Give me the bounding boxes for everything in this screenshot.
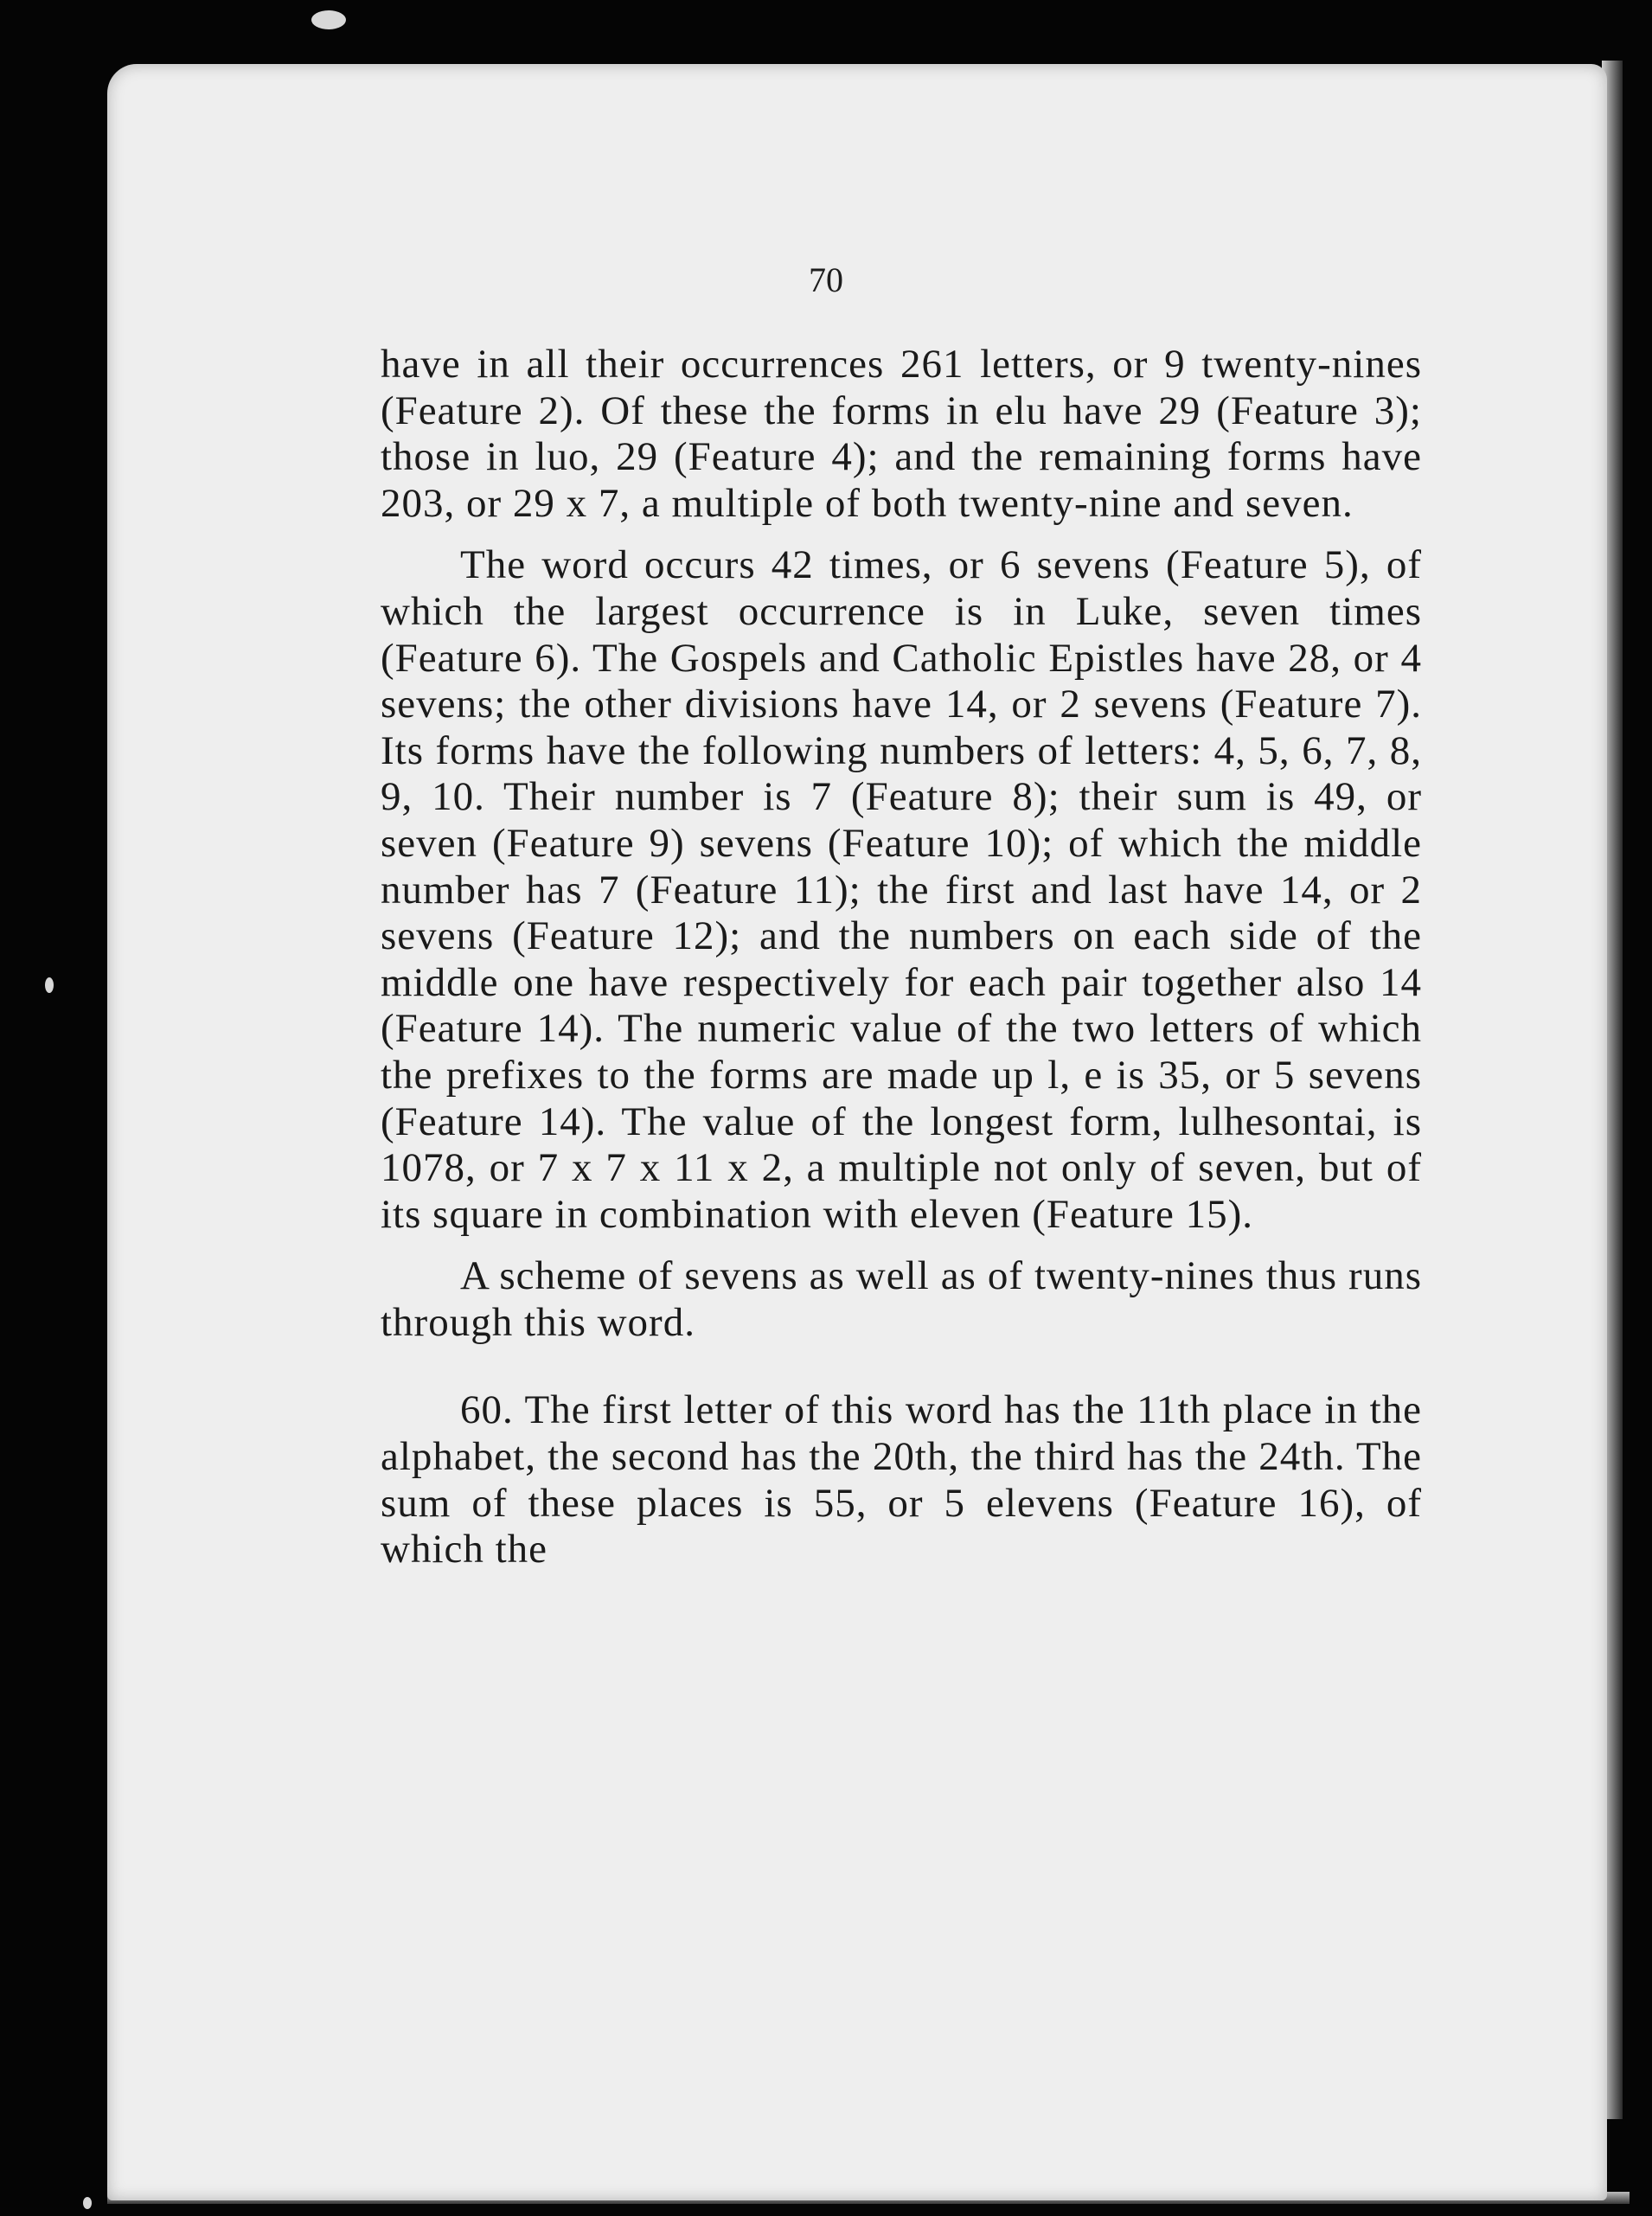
page-number: 70 [809, 260, 843, 299]
scan-speck [311, 10, 346, 29]
section-gap [381, 1346, 1422, 1387]
page-text [381, 342, 1422, 1573]
scan-speck [45, 977, 54, 993]
paragraph-gap [381, 1238, 1422, 1253]
paragraph-section-60: 60. The first letter of this word has the 11th place in the alphabet, the second has the 20th, the third has the 24th. The sum of these places is 55, or 5 elevens (Feature 16), of which the [381, 1387, 1422, 1572]
scan-speck [83, 2197, 92, 2209]
paragraph-gap [381, 527, 1422, 542]
paragraph-word-occurrences: The word occurs 42 times, or 6 sevens (Feature 5), of which the largest occurrence is in Luke, seven times (Feature 6). The Gospels and Catholic Epistles have 28, or 4 sevens; the other divisions have 14, or 2 sevens (Feature 7). Its forms have the following numbers of letters: 4, 5, 6, 7, 8, 9, 10. Their number is 7 (Feature 8); their sum is 49, or seven (Feature 9) sevens (Feature 10); of which the middle number has 7 (Feature 11); the first and last have 14, or 2 sevens (Feature 12); and the numbers on each side of the middle one have respectively for each pair together also 14 (Feature 14). The numeric value of the two letters of which the prefixes to the forms are made up l, e is 35, or 5 sevens (Feature 14). The value of the longest form, lulhesontai, is 1078, or 7 x 7 x 11 x 2, a multiple not only of seven, but of its square in combination with eleven (Feature 15). [381, 542, 1422, 1237]
paragraph-scheme-summary: A scheme of sevens as well as of twenty-nines thus runs through this word. [381, 1253, 1422, 1345]
paragraph-continuation: have in all their occurrences 261 letters, or 9 twenty-nines (Feature 2). Of these the forms in elu have 29 (Feature 3); those in luo, 29 (Feature 4); and the remaining forms have 203, or 29 x 7, a multiple of both twenty-nine and seven. [381, 342, 1422, 526]
